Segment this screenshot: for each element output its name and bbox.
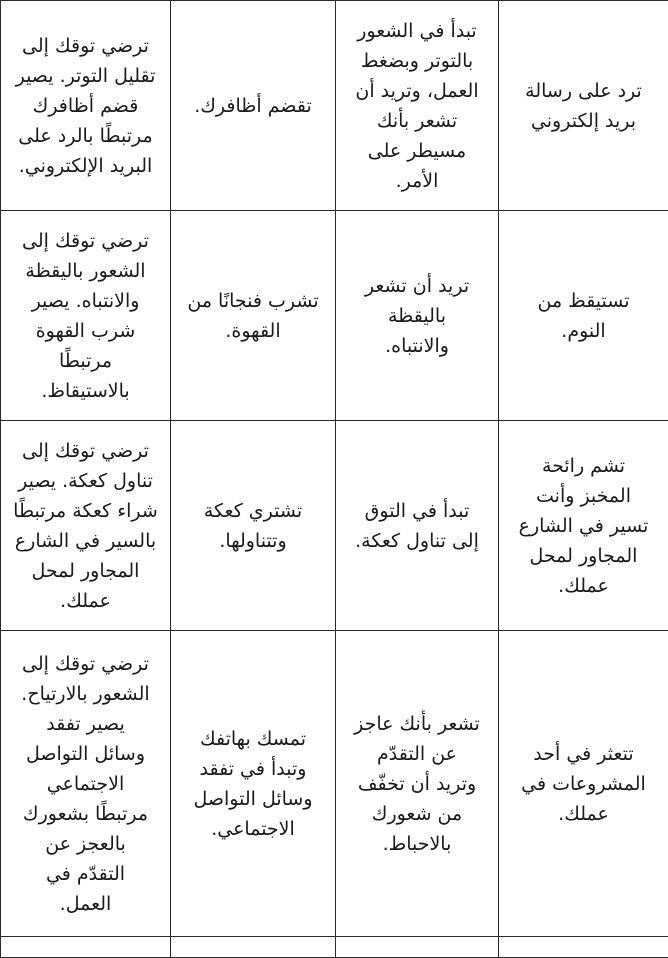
table-row [1, 421, 668, 631]
response-cell: تقضم أظافرك. [171, 1, 336, 211]
craving-cell: تبدأ في الشعور بالتوتر وبضغط العمل، وتريد أن تشعر بأنك مسيطر على الأمر. [336, 1, 499, 211]
craving-cell: تريد أن تشعر باليقظة والانتباه. [336, 211, 499, 421]
table-row [1, 631, 668, 937]
reward-cell: ترضي توقك إلى تقليل التوتر. يصير قضم أظافرك مرتبطًا بالرد على البريد الإلكتروني. [1, 1, 171, 211]
reward-cell: ترضي توقك إلى الشعور بالارتياح. يصير تفقد وسائل التواصل الاجتماعي مرتبطًا بشعورك بالعجز عن التقدّم في العمل. [1, 631, 171, 937]
empty-cell [1, 937, 171, 958]
response-cell: تمسك بهاتفك وتبدأ في تفقد وسائل التواصل الاجتماعي. [171, 631, 336, 937]
craving-cell: تبدأ في التوق إلى تناول كعكة. [336, 421, 499, 631]
reward-cell: ترضي توقك إلى تناول كعكة. يصير شراء كعكة مرتبطًا بالسير في الشارع المجاور لمحل عملك. [1, 421, 171, 631]
empty-cell [171, 937, 336, 958]
table-row [1, 211, 668, 421]
trigger-cell: تتعثر في أحد المشروعات في عملك. [499, 631, 668, 937]
empty-cell [499, 937, 668, 958]
craving-cell: تشعر بأنك عاجز عن التقدّم وتريد أن تخفّف من شعورك بالاحباط. [336, 631, 499, 937]
response-cell: تشرب فنجانًا من القهوة. [171, 211, 336, 421]
trigger-cell: تستيقظ من النوم. [499, 211, 668, 421]
trigger-cell: تشم رائحة المخبز وأنت تسير في الشارع المجاور لمحل عملك. [499, 421, 668, 631]
reward-cell: ترضي توقك إلى الشعور باليقظة والانتباه. يصير شرب القهوة مرتبطًا بالاستيقاظ. [1, 211, 171, 421]
table-row [1, 1, 668, 211]
table-row-partial [1, 937, 668, 958]
response-cell: تشتري كعكة وتتناولها. [171, 421, 336, 631]
empty-cell [336, 937, 499, 958]
trigger-cell: ترد على رسالة بريد إلكتروني [499, 1, 668, 211]
